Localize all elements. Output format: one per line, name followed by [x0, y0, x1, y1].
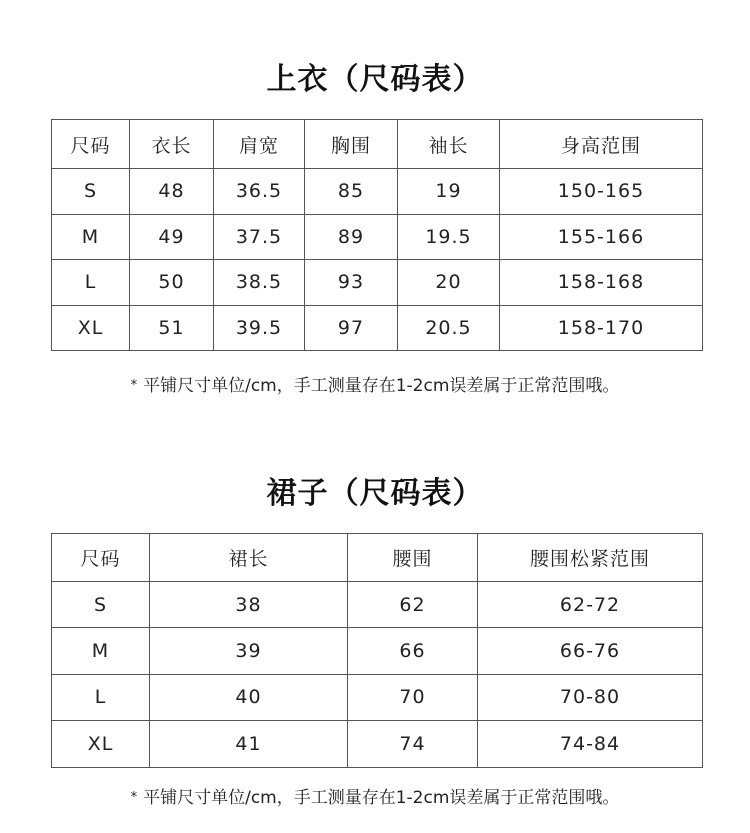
table-row [52, 674, 703, 720]
table-cell: 62-72 [478, 582, 703, 628]
table-cell: 49 [130, 214, 214, 260]
note-text: 平铺尺寸单位/cm，手工测量存在1-2cm误差属于正常范围哦。 [143, 788, 620, 808]
table-cell: 158-170 [500, 305, 703, 351]
note-text: 平铺尺寸单位/cm，手工测量存在1-2cm误差属于正常范围哦。 [143, 376, 620, 396]
table-cell: 62 [348, 582, 478, 628]
table-row [52, 214, 703, 260]
skirt-size-table [51, 533, 703, 768]
top-measurement-note [0, 374, 750, 398]
note-asterisk: * [130, 790, 138, 805]
header-skirt-length: 裙长 [150, 534, 348, 582]
table-row [52, 721, 703, 767]
header-size: 尺码 [52, 534, 150, 582]
table-cell: 97 [305, 305, 398, 351]
table-cell: 38 [150, 582, 348, 628]
skirt-size-chart-title: 裙子（尺码表） [266, 476, 484, 511]
table-row [52, 305, 703, 351]
table-cell: 20.5 [398, 305, 500, 351]
table-row [52, 260, 703, 306]
table-cell: XL [52, 721, 150, 767]
table-cell: M [52, 628, 150, 674]
table-cell: 48 [130, 169, 214, 215]
top-size-table [51, 119, 703, 351]
header-length: 衣长 [130, 120, 214, 169]
table-cell: 51 [130, 305, 214, 351]
table-cell: 20 [398, 260, 500, 306]
table-cell: S [52, 582, 150, 628]
header-waist: 腰围 [348, 534, 478, 582]
table-cell: 155-166 [500, 214, 703, 260]
table-cell: 36.5 [214, 169, 305, 215]
table-cell: 41 [150, 721, 348, 767]
table-cell: 37.5 [214, 214, 305, 260]
table-cell: 50 [130, 260, 214, 306]
table-cell: 89 [305, 214, 398, 260]
header-sleeve: 袖长 [398, 120, 500, 169]
top-size-chart-title: 上衣（尺码表） [266, 62, 484, 97]
header-height-range: 身高范围 [500, 120, 703, 169]
table-cell: M [52, 214, 130, 260]
note-asterisk: * [130, 378, 138, 393]
table-cell: 66-76 [478, 628, 703, 674]
table-cell: L [52, 260, 130, 306]
table-cell: 93 [305, 260, 398, 306]
table-cell: 150-165 [500, 169, 703, 215]
table-cell: 74 [348, 721, 478, 767]
table-cell: 74-84 [478, 721, 703, 767]
table-header-row [52, 534, 703, 582]
header-size: 尺码 [52, 120, 130, 169]
table-cell: 158-168 [500, 260, 703, 306]
table-row [52, 628, 703, 674]
table-cell: 70-80 [478, 674, 703, 720]
skirt-measurement-note [0, 786, 750, 810]
table-cell: L [52, 674, 150, 720]
table-cell: S [52, 169, 130, 215]
table-cell: 85 [305, 169, 398, 215]
table-row [52, 169, 703, 215]
table-cell: 66 [348, 628, 478, 674]
table-cell: 40 [150, 674, 348, 720]
table-row [52, 582, 703, 628]
table-cell: 39 [150, 628, 348, 674]
table-cell: 39.5 [214, 305, 305, 351]
header-shoulder: 肩宽 [214, 120, 305, 169]
table-cell: 19 [398, 169, 500, 215]
table-cell: 19.5 [398, 214, 500, 260]
table-cell: XL [52, 305, 130, 351]
table-cell: 70 [348, 674, 478, 720]
header-chest: 胸围 [305, 120, 398, 169]
table-header-row [52, 120, 703, 169]
header-waist-stretch-range: 腰围松紧范围 [478, 534, 703, 582]
table-cell: 38.5 [214, 260, 305, 306]
